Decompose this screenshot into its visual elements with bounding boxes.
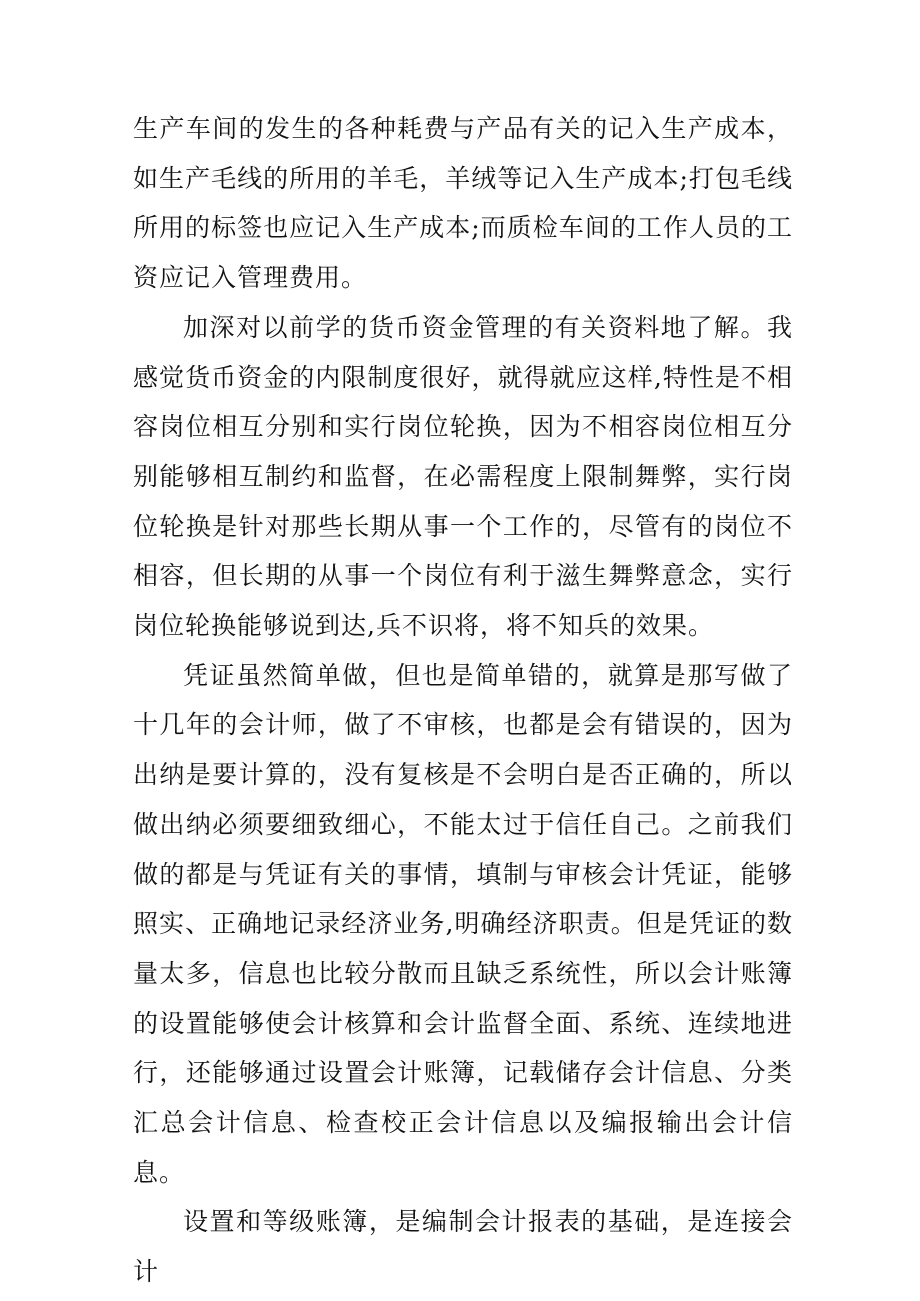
paragraph: 设置和等级账簿，是编制会计报表的基础，是连接会计 (133, 1207, 793, 1287)
paragraph-continued: 生产车间的发生的各种耗费与产品有关的记入生产成本，如生产毛线的所用的羊毛，羊绒等记入生产成本;打包毛线所用的标签也应记入生产成本;而质检车间的工作人员的工资应记入管理费用。 (133, 114, 793, 293)
paragraph: 加深对以前学的货币资金管理的有关资料地了解。我感觉货币资金的内限制度很好，就得就应这样,特性是不相容岗位相互分别和实行岗位轮换，因为不相容岗位相互分别能够相互制约和监督，在必需程度上限制舞弊，实行岗位轮换是针对那些长期从事一个工作的，尽管有的岗位不相容，但长期的从事一个岗位有利于滋生舞弊意念，实行岗位轮换能够说到达,兵不识将，将不知兵的效果。 (133, 312, 793, 641)
paragraph: 凭证虽然简单做，但也是简单错的，就算是那写做了十几年的会计师，做了不审核，也都是会有错误的，因为出纳是要计算的，没有复核是不会明白是否正确的，所以做出纳必须要细致细心，不能太过于信任自己。之前我们做的都是与凭证有关的事情，填制与审核会计凭证，能够照实、正确地记录经济业务,明确经济职责。但是凭证的数量太多，信息也比较分散而且缺乏系统性，所以会计账簿的设置能够使会计核算和会计监督全面、系统、连续地进行，还能够通过设置会计账簿，记载储存会计信息、分类汇总会计信息、检查校正会计信息以及编报输出会计信息。 (133, 660, 793, 1187)
body-text (133, 104, 793, 1297)
